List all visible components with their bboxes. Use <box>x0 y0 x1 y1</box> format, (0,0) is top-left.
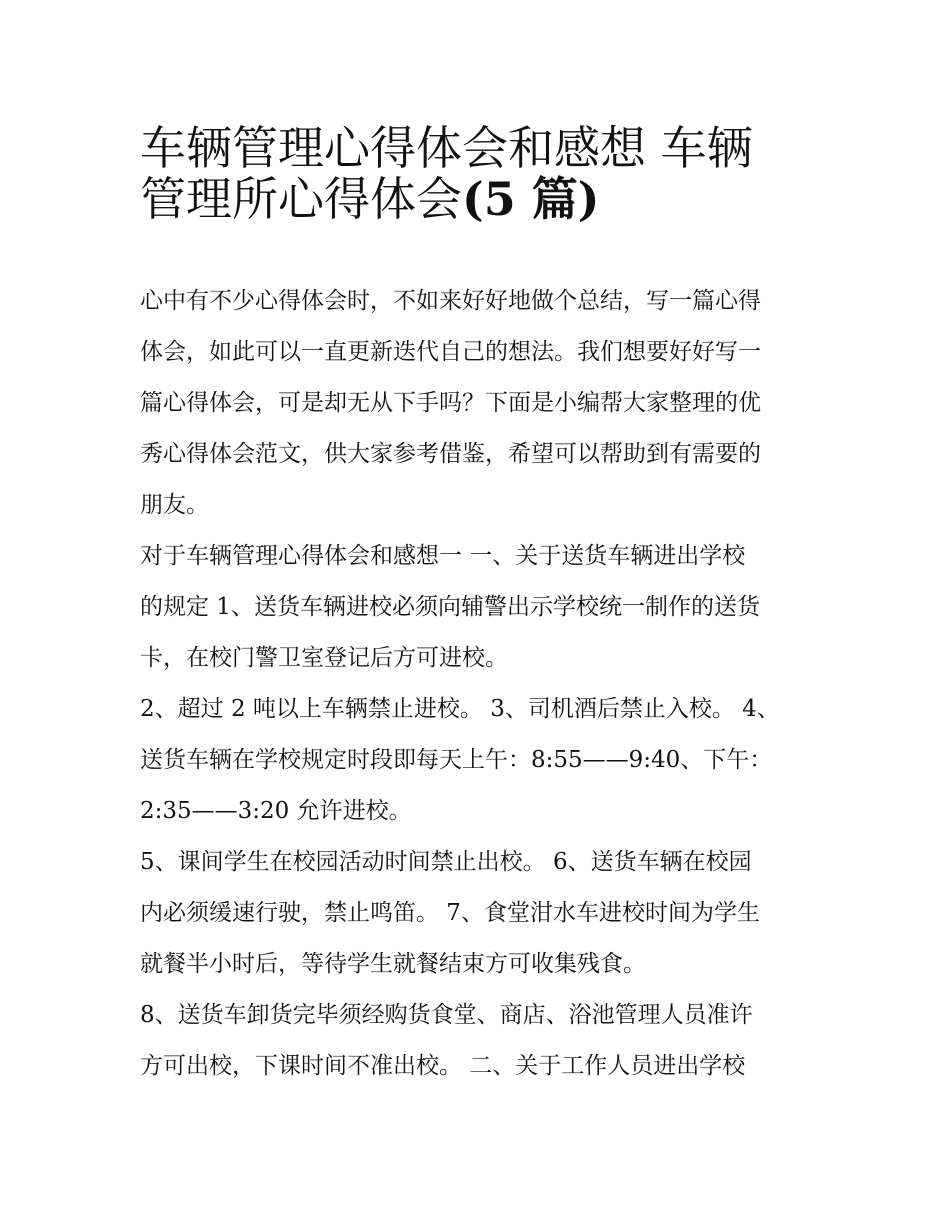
paragraph-line: 卡，在校门警卫室登记后方可进校。 <box>140 645 508 671</box>
paragraph-line: 秀心得体会范文，供大家参考借鉴，希望可以帮助到有需要的 <box>140 441 761 467</box>
paragraph-line: 内必须缓速行驶，禁止鸣笛。 7、食堂泔水车进校时间为学生 <box>140 900 760 926</box>
paragraph-line: 体会，如此可以一直更新迭代自己的想法。我们想要好好写一 <box>140 339 761 365</box>
paragraph-line: 对于车辆管理心得体会和感想一 一、关于送货车辆进出学校 <box>140 543 746 569</box>
paragraph-line: 5、课间学生在校园活动时间禁止出校。 6、送货车辆在校园 <box>140 849 752 875</box>
paragraph-line: 2:35——3:20 允许进校。 <box>140 798 412 824</box>
document-title <box>140 112 820 226</box>
paragraph-line: 送货车辆在学校规定时段即每天上午：8:55——9:40、下午： <box>140 747 773 773</box>
paragraph-line: 2、超过 2 吨以上车辆禁止进校。 3、司机酒后禁止入校。 4、 <box>140 696 780 722</box>
paragraph-rules-8 <box>140 990 820 1092</box>
paragraph-line: 就餐半小时后，等待学生就餐结束方可收集残食。 <box>140 951 646 977</box>
title-line-2-prefix: 管理所心得体会 <box>140 172 462 226</box>
paragraph-intro <box>140 276 820 531</box>
paragraph-rules-5-7 <box>140 837 820 990</box>
paragraph-line: 篇心得体会，可是却无从下手吗？下面是小编帮大家整理的优 <box>140 390 761 416</box>
paragraph-rules-2-4 <box>140 684 820 837</box>
paragraph-line: 方可出校，下课时间不准出校。 二、关于工作人员进出学校 <box>140 1053 746 1079</box>
paragraph-line: 心中有不少心得体会时，不如来好好地做个总结，写一篇心得 <box>140 288 761 314</box>
document-body <box>140 276 820 1092</box>
paragraph-rules-intro <box>140 531 820 684</box>
title-line-2-suffix: (5 篇) <box>462 172 600 226</box>
paragraph-line: 的规定 1、送货车辆进校必须向辅警出示学校统一制作的送货 <box>140 594 760 620</box>
title-line-1: 车辆管理心得体会和感想 车辆 <box>140 121 753 175</box>
paragraph-line: 朋友。 <box>140 492 209 518</box>
paragraph-line: 8、送货车卸货完毕须经购货食堂、商店、浴池管理人员准许 <box>140 1002 753 1028</box>
